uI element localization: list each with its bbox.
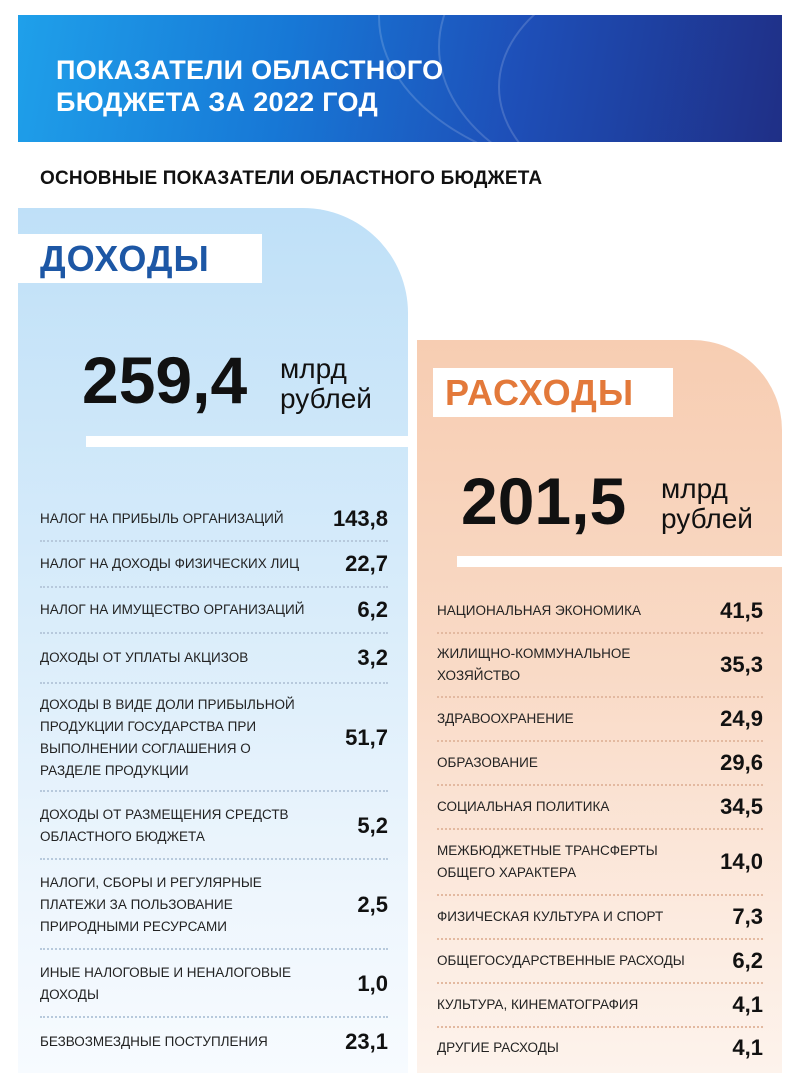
income-row	[40, 1020, 388, 1064]
expense-row-label: МЕЖБЮДЖЕТНЫЕ ТРАНСФЕРТЫ ОБЩЕГО ХАРАКТЕРА	[437, 843, 658, 880]
income-row	[40, 952, 388, 1018]
income-row-label: НАЛОГ НА ИМУЩЕСТВО ОРГАНИЗАЦИЙ	[40, 602, 305, 617]
expense-row-value: 7,3	[732, 904, 763, 929]
expense-row-label: ОБЩЕГОСУДАРСТВЕННЫЕ РАСХОДЫ	[437, 953, 685, 968]
expense-row	[437, 830, 763, 896]
expense-row-value: 41,5	[720, 598, 763, 623]
income-row-label: НАЛОГИ, СБОРЫ И РЕГУЛЯРНЫЕ ПЛАТЕЖИ ЗА ПОЛЬЗОВАНИЕ ПРИРОДНЫМИ РЕСУРСАМИ	[40, 875, 262, 934]
expense-row	[437, 698, 763, 742]
expense-row-label: НАЦИОНАЛЬНАЯ ЭКОНОМИКА	[437, 603, 641, 618]
decorative-swirl	[498, 15, 782, 142]
expense-heading: РАСХОДЫ	[433, 368, 673, 417]
income-row-value: 3,2	[357, 645, 388, 670]
expense-panel	[417, 340, 782, 1073]
expense-row	[437, 634, 763, 698]
expense-unit	[661, 474, 753, 534]
expense-row-label: СОЦИАЛЬНАЯ ПОЛИТИКА	[437, 799, 610, 814]
title-line-2: БЮДЖЕТА ЗА 2022 ГОД	[56, 87, 379, 117]
income-row-label: ИНЫЕ НАЛОГОВЫЕ И НЕНАЛОГОВЫЕ ДОХОДЫ	[40, 965, 291, 1002]
income-unit-line-2: рублей	[280, 383, 372, 414]
income-unit	[280, 354, 372, 414]
expense-row-label: ЗДРАВООХРАНЕНИЕ	[437, 711, 574, 726]
income-row	[40, 588, 388, 634]
expense-row	[437, 742, 763, 786]
income-row	[40, 686, 388, 792]
expense-row-label: ЖИЛИЩНО-КОММУНАЛЬНОЕ ХОЗЯЙСТВО	[437, 646, 631, 683]
income-row	[40, 498, 388, 542]
expense-unit-line-2: рублей	[661, 503, 753, 534]
expense-row-value: 4,1	[732, 992, 763, 1017]
expense-row	[437, 940, 763, 984]
section-subtitle: ОСНОВНЫЕ ПОКАЗАТЕЛИ ОБЛАСТНОГО БЮДЖЕТА	[40, 168, 543, 189]
expense-row	[437, 590, 763, 634]
income-row-value: 23,1	[345, 1029, 388, 1054]
income-panel	[18, 208, 408, 1073]
expense-row-value: 34,5	[720, 794, 763, 819]
income-unit-line-1: млрд	[280, 353, 347, 384]
header-banner	[18, 15, 782, 142]
income-row	[40, 862, 388, 950]
expense-row-value: 14,0	[720, 849, 763, 874]
expense-row	[437, 984, 763, 1028]
page-title	[56, 54, 443, 118]
expense-row	[437, 786, 763, 830]
income-row-value: 1,0	[357, 971, 388, 996]
income-row-label: НАЛОГ НА ДОХОДЫ ФИЗИЧЕСКИХ ЛИЦ	[40, 556, 300, 571]
expense-row	[437, 896, 763, 940]
income-heading: ДОХОДЫ	[18, 234, 262, 283]
income-row-value: 6,2	[357, 597, 388, 622]
title-line-1: ПОКАЗАТЕЛИ ОБЛАСТНОГО	[56, 55, 444, 85]
expense-row-value: 6,2	[732, 948, 763, 973]
expense-row-value: 4,1	[732, 1035, 763, 1060]
expense-divider-bar	[457, 556, 782, 567]
income-row	[40, 542, 388, 588]
expense-total: 201,5	[461, 464, 627, 538]
income-row-label: ДОХОДЫ В ВИДЕ ДОЛИ ПРИБЫЛЬНОЙ ПРОДУКЦИИ ГОСУДАРСТВА ПРИ ВЫПОЛНЕНИИ СОГЛАШЕНИЯ О РАЗДЕЛЕ ПРОДУКЦИИ	[40, 697, 295, 778]
income-row-label: БЕЗВОЗМЕЗДНЫЕ ПОСТУПЛЕНИЯ	[40, 1034, 268, 1049]
expense-row-value: 29,6	[720, 750, 763, 775]
income-row-label: ДОХОДЫ ОТ УПЛАТЫ АКЦИЗОВ	[40, 650, 249, 665]
expense-row-label: ФИЗИЧЕСКАЯ КУЛЬТУРА И СПОРТ	[437, 909, 664, 924]
expense-row-value: 24,9	[720, 706, 763, 731]
income-row-label: ДОХОДЫ ОТ РАЗМЕЩЕНИЯ СРЕДСТВ ОБЛАСТНОГО БЮДЖЕТА	[40, 807, 289, 844]
income-row-value: 5,2	[357, 813, 388, 838]
income-row-value: 22,7	[345, 551, 388, 576]
income-divider-bar	[86, 436, 408, 447]
income-row-value: 51,7	[345, 725, 388, 750]
income-row-value: 2,5	[357, 892, 388, 917]
expense-row-label: ДРУГИЕ РАСХОДЫ	[437, 1040, 559, 1055]
income-row	[40, 634, 388, 684]
expense-row-label: ОБРАЗОВАНИЕ	[437, 755, 538, 770]
expense-row-value: 35,3	[720, 652, 763, 677]
income-row	[40, 794, 388, 860]
expense-row	[437, 1028, 763, 1068]
expense-unit-line-1: млрд	[661, 473, 728, 504]
income-row-label: НАЛОГ НА ПРИБЫЛЬ ОРГАНИЗАЦИЙ	[40, 511, 284, 526]
expense-row-label: КУЛЬТУРА, КИНЕМАТОГРАФИЯ	[437, 997, 639, 1012]
income-row-value: 143,8	[332, 506, 388, 531]
income-total: 259,4	[82, 343, 248, 417]
